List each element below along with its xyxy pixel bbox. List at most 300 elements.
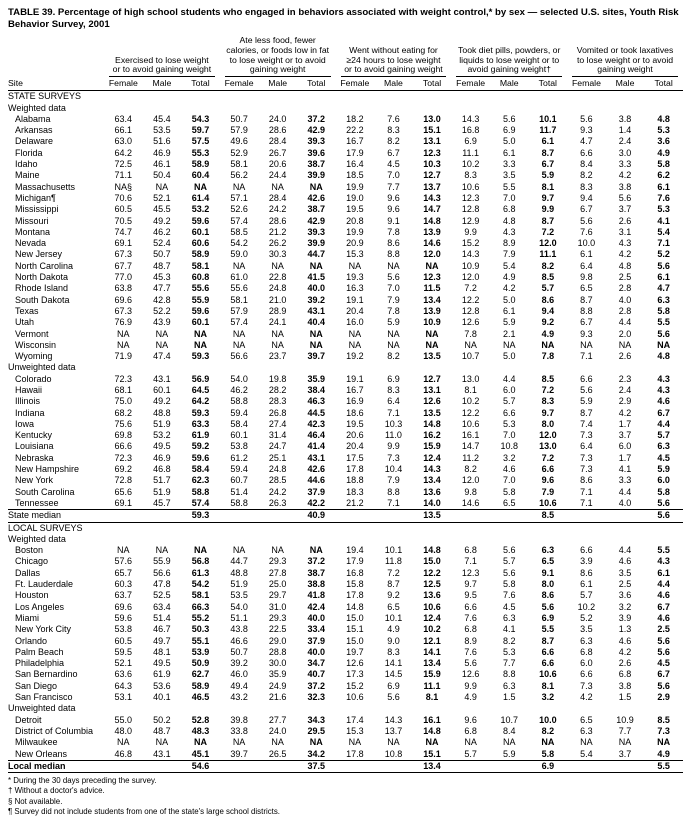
value-cell: 3.8 <box>618 113 632 124</box>
value-cell: 69.1 <box>114 497 133 508</box>
value-cell: 70.6 <box>114 192 133 203</box>
value-cell: 2.1 <box>502 328 516 339</box>
value-cell: 64.5 <box>191 385 210 395</box>
value-cell: 3.9 <box>580 556 593 567</box>
value-cell: 16.0 <box>346 317 364 328</box>
value-cell: 58.8 <box>230 497 248 508</box>
table-row <box>8 148 683 159</box>
value-cell: 7.1 <box>387 497 400 508</box>
value-cell: 9.6 <box>464 714 477 725</box>
value-cell <box>451 760 490 772</box>
table-row <box>8 464 683 475</box>
site-name: San Diego <box>15 680 58 691</box>
value-cell: 10.8 <box>384 748 403 759</box>
value-cell: 32.3 <box>307 692 326 703</box>
value-cell: 1.7 <box>618 418 632 429</box>
value-cell: 9.4 <box>580 192 593 203</box>
value-cell: 4.6 <box>657 612 670 623</box>
value-cell: 10.6 <box>539 669 557 680</box>
value-cell: 57.4 <box>191 497 210 508</box>
table-row <box>8 568 683 579</box>
value-cell: 7.3 <box>580 430 593 441</box>
value-cell: 26.3 <box>268 497 287 508</box>
value-cell: 6.6 <box>541 658 555 669</box>
value-cell: 22.5 <box>268 624 287 635</box>
site-name: Arkansas <box>15 125 53 136</box>
value-cell: 2.5 <box>618 272 632 283</box>
value-cell <box>567 760 606 772</box>
table-row <box>8 579 683 590</box>
value-cell: 5.6 <box>657 635 670 646</box>
column-group-diet-pills <box>451 36 567 77</box>
value-cell: 6.6 <box>464 601 477 612</box>
value-cell: 63.4 <box>114 113 133 124</box>
value-cell: 19.9 <box>346 181 364 192</box>
value-cell: 6.3 <box>657 441 670 452</box>
footnotes <box>8 776 683 817</box>
value-cell: 34.2 <box>307 748 326 759</box>
value-cell: NA <box>541 737 555 748</box>
value-cell: 58.1 <box>191 260 210 271</box>
column-group-label: Took diet pills, powders, or liquids to lose weight or to avoid gaining weight† <box>456 46 562 77</box>
value-cell: 12.6 <box>346 658 364 669</box>
value-cell: 19.5 <box>346 204 364 215</box>
value-cell: 15.9 <box>423 441 441 452</box>
value-cell: 46.2 <box>153 226 171 237</box>
value-cell: 6.3 <box>502 680 516 691</box>
value-cell: 9.7 <box>541 192 555 203</box>
value-cell: 60.5 <box>114 635 133 646</box>
value-cell: 5.8 <box>502 486 516 497</box>
value-cell: NA <box>232 737 246 748</box>
value-cell: 8.6 <box>387 238 400 249</box>
site-name: Milwaukee <box>15 737 58 748</box>
value-cell: 5.5 <box>502 181 516 192</box>
data-table <box>8 36 683 773</box>
value-cell: 5.8 <box>657 159 670 170</box>
value-cell: 24.9 <box>268 680 287 691</box>
value-cell: 7.0 <box>387 283 400 294</box>
value-cell: 12.8 <box>461 204 480 215</box>
value-cell: 55.1 <box>191 635 210 646</box>
value-cell: 4.5 <box>387 159 400 170</box>
value-cell: 1.7 <box>618 452 632 463</box>
value-cell: 42.6 <box>307 192 326 203</box>
table-row <box>8 590 683 601</box>
value-cell: 20.6 <box>268 159 287 170</box>
value-cell: 9.1 <box>541 567 555 578</box>
site-name: Louisiana <box>15 441 54 452</box>
value-cell: 12.5 <box>423 579 441 590</box>
table-row <box>8 374 683 385</box>
value-cell: 5.4 <box>502 260 516 271</box>
value-cell: 5.3 <box>657 204 670 215</box>
value-cell: 6.7 <box>387 147 400 158</box>
value-cell: 14.6 <box>423 238 441 249</box>
value-cell: 4.0 <box>618 497 632 508</box>
value-cell: 49.2 <box>153 396 171 407</box>
value-cell: 7.6 <box>580 226 593 237</box>
value-cell: 29.3 <box>268 612 287 623</box>
value-cell: 4.8 <box>657 113 670 124</box>
value-cell: 14.3 <box>423 192 441 203</box>
value-cell: 27.4 <box>268 418 287 429</box>
value-cell: 13.1 <box>423 385 441 395</box>
footnote: * During the 30 days preceding the survey. <box>8 776 157 786</box>
value-cell: 70.5 <box>114 215 133 226</box>
value-cell: 28.3 <box>268 396 287 407</box>
column-header-male: Male <box>143 77 182 91</box>
value-cell: 53.6 <box>153 680 171 691</box>
value-cell: NA <box>232 545 246 556</box>
column-group-label: Went without eating for ≥24 hours to lose weight or to avoid gaining weight <box>341 46 447 77</box>
value-cell: 7.8 <box>387 226 400 237</box>
value-cell: 11.1 <box>462 147 480 158</box>
value-cell: 14.8 <box>423 725 441 736</box>
value-cell: 8.2 <box>502 635 516 646</box>
site-name: Nebraska <box>15 452 54 463</box>
value-cell: 5.8 <box>502 579 516 590</box>
value-cell: 35.9 <box>307 373 326 384</box>
value-cell: 5.6 <box>657 497 670 508</box>
value-cell: 42.2 <box>307 497 326 508</box>
value-cell: 47.7 <box>153 283 171 294</box>
value-cell: 51.9 <box>230 579 248 590</box>
value-cell: 3.5 <box>502 170 516 181</box>
value-cell: 50.9 <box>191 658 210 669</box>
value-cell: 39.8 <box>230 714 248 725</box>
site-name: Massachusetts <box>15 181 76 192</box>
table-row <box>8 125 683 136</box>
value-cell: 9.6 <box>387 192 400 203</box>
value-cell: 10.6 <box>539 497 557 508</box>
value-cell: 4.2 <box>502 283 516 294</box>
value-cell: 8.9 <box>502 238 516 249</box>
value-cell: 17.8 <box>346 748 364 759</box>
value-cell: 69.6 <box>114 294 133 305</box>
value-cell: 44.7 <box>307 249 326 260</box>
value-cell: NA <box>271 260 284 271</box>
value-cell: 9.6 <box>541 475 555 486</box>
value-cell: 6.6 <box>580 669 593 680</box>
value-cell: 57.4 <box>230 215 248 226</box>
site-name: Iowa <box>15 418 35 429</box>
value-cell: 42.3 <box>307 418 326 429</box>
value-cell: 4.3 <box>657 556 670 567</box>
value-cell: 50.3 <box>191 624 210 635</box>
value-cell: 39.7 <box>230 748 248 759</box>
value-cell: 3.7 <box>618 430 632 441</box>
column-header-female: Female <box>220 77 259 91</box>
value-cell: 53.2 <box>153 430 171 441</box>
value-cell: NA <box>193 737 207 748</box>
value-cell: NA <box>464 737 477 748</box>
value-cell: 5.0 <box>502 136 516 147</box>
value-cell: 12.0 <box>461 475 480 486</box>
value-cell: 7.9 <box>541 486 555 497</box>
value-cell: 6.1 <box>657 567 670 578</box>
value-cell: 3.3 <box>618 475 632 486</box>
value-cell: 15.0 <box>346 635 364 646</box>
value-cell: 2.8 <box>618 283 632 294</box>
value-cell: 52.5 <box>153 590 171 601</box>
value-cell: 72.5 <box>114 159 133 170</box>
value-cell: 8.3 <box>387 385 400 395</box>
column-header-female: Female <box>567 77 606 91</box>
table-row <box>8 340 683 351</box>
section-label: STATE SURVEYS <box>8 91 82 102</box>
value-cell: 61.9 <box>153 669 171 680</box>
table-row <box>8 602 683 613</box>
value-cell: 31.4 <box>268 430 287 441</box>
value-cell: 14.3 <box>384 714 403 725</box>
column-header-female: Female <box>451 77 490 91</box>
value-cell: 15.2 <box>461 238 480 249</box>
value-cell: 5.5 <box>657 317 670 328</box>
value-cell: 4.6 <box>618 556 632 567</box>
value-cell: 4.3 <box>657 373 670 384</box>
value-cell: 15.1 <box>346 624 364 635</box>
value-cell: 6.5 <box>502 497 516 508</box>
value-cell: 61.3 <box>191 567 210 578</box>
column-group-ate-less <box>220 36 336 77</box>
value-cell: 20.4 <box>346 305 364 316</box>
value-cell: 6.2 <box>657 170 670 181</box>
value-cell: 14.5 <box>384 669 403 680</box>
value-cell: 15.8 <box>346 579 364 590</box>
value-cell: 12.3 <box>461 192 480 203</box>
value-cell: 53.9 <box>191 646 210 657</box>
value-cell: 42.6 <box>307 464 326 475</box>
value-cell: 13.4 <box>413 760 452 772</box>
value-cell: 12.0 <box>539 238 557 249</box>
value-cell: 10.4 <box>384 464 403 475</box>
table-row <box>8 453 683 464</box>
value-cell: 5.0 <box>502 294 516 305</box>
value-cell: 48.8 <box>230 567 248 578</box>
value-cell: 24.7 <box>268 441 287 452</box>
value-cell: 39.3 <box>307 136 326 147</box>
value-cell: 12.3 <box>423 272 441 283</box>
value-cell: 4.1 <box>502 624 516 635</box>
value-cell: 7.2 <box>541 452 555 463</box>
value-cell: 49.7 <box>153 635 171 646</box>
value-cell: 21.6 <box>268 692 287 703</box>
value-cell: 52.6 <box>230 204 248 215</box>
value-cell: 16.4 <box>346 159 364 170</box>
value-cell: 10.3 <box>384 418 403 429</box>
value-cell: 6.7 <box>541 159 555 170</box>
value-cell: 67.7 <box>114 260 133 271</box>
value-cell: NA <box>541 339 555 350</box>
site-name: North Carolina <box>15 260 74 271</box>
value-cell: 5.9 <box>387 317 400 328</box>
value-cell: 54.2 <box>230 238 248 249</box>
value-cell: 24.2 <box>268 486 287 497</box>
value-cell: 42.9 <box>307 215 326 226</box>
value-cell: 5.8 <box>657 305 670 316</box>
value-cell: 6.7 <box>580 317 593 328</box>
value-cell: NA <box>193 328 207 339</box>
report-table-page <box>8 7 683 817</box>
value-cell: 6.7 <box>657 669 670 680</box>
value-cell: 8.0 <box>541 418 555 429</box>
value-cell: 39.6 <box>307 147 326 158</box>
value-cell: 50.7 <box>153 249 171 260</box>
value-cell: 72.3 <box>114 373 133 384</box>
value-cell: 8.2 <box>387 351 400 362</box>
value-cell: NA <box>348 737 362 748</box>
value-cell: 20.6 <box>346 430 364 441</box>
value-cell: 5.3 <box>657 125 670 136</box>
value-cell: 16.1 <box>423 714 441 725</box>
value-cell: 7.3 <box>657 725 670 736</box>
site-name: Hawaii <box>15 385 43 395</box>
value-cell: 59.7 <box>191 125 210 136</box>
value-cell: 58.1 <box>191 590 210 601</box>
value-cell: 8.1 <box>425 692 439 703</box>
site-name: Kentucky <box>15 430 53 441</box>
table-row <box>8 430 683 441</box>
value-cell: 62.3 <box>191 475 210 486</box>
value-cell: 59.3 <box>181 510 220 522</box>
table-row <box>8 385 683 396</box>
value-cell: 13.7 <box>423 181 441 192</box>
value-cell: 41.4 <box>307 441 326 452</box>
value-cell: 6.5 <box>580 283 593 294</box>
value-cell: 8.3 <box>464 170 477 181</box>
value-cell: 75.6 <box>114 418 133 429</box>
value-cell: 15.0 <box>346 612 364 623</box>
column-group-label: Ate less food, fewer calories, or foods low in fat to lose weight or to avoid gaining weight <box>225 36 331 77</box>
value-cell: 46.6 <box>230 635 248 646</box>
value-cell: NA <box>117 737 130 748</box>
site-name: Tennessee <box>15 497 59 508</box>
value-cell: 10.2 <box>577 601 596 612</box>
value-cell: 10.8 <box>500 441 518 452</box>
value-cell: 5.7 <box>580 590 593 601</box>
table-row <box>8 636 683 647</box>
value-cell: 52.9 <box>230 147 248 158</box>
value-cell: 6.1 <box>657 272 670 283</box>
value-cell: NA <box>155 339 169 350</box>
value-cell: 53.5 <box>153 125 171 136</box>
site-name: Delaware <box>15 136 54 147</box>
value-cell: 8.5 <box>657 714 670 725</box>
subsection-row <box>8 103 683 114</box>
value-cell: NA <box>618 737 632 748</box>
value-cell: 40.0 <box>307 646 326 657</box>
value-cell: 12.6 <box>423 396 441 407</box>
table-row <box>8 749 683 761</box>
value-cell: 5.2 <box>580 612 593 623</box>
value-cell: 71.1 <box>114 170 133 181</box>
value-cell: 5.4 <box>657 226 670 237</box>
value-cell: 11.0 <box>385 430 402 441</box>
value-cell: 13.4 <box>423 475 441 486</box>
column-group-label: Vomited or took laxatives to lose weight or to avoid gaining weight <box>572 46 678 77</box>
value-cell <box>220 760 259 772</box>
value-cell: 4.9 <box>464 692 477 703</box>
value-cell: 6.6 <box>580 545 593 556</box>
value-cell: 28.4 <box>268 192 287 203</box>
value-cell: 57.5 <box>191 136 210 147</box>
value-cell: 61.4 <box>191 192 210 203</box>
value-cell <box>143 510 182 522</box>
value-cell: 5.6 <box>502 567 516 578</box>
value-cell: 5.6 <box>657 680 670 691</box>
value-cell: 57.9 <box>230 125 248 136</box>
value-cell: 72.3 <box>114 452 133 463</box>
value-cell: 45.1 <box>191 748 210 759</box>
site-name: San Bernardino <box>15 669 78 680</box>
value-cell: 10.6 <box>461 181 480 192</box>
value-cell: 39.2 <box>307 294 326 305</box>
value-cell: 28.8 <box>268 646 287 657</box>
value-cell: 13.6 <box>423 486 441 497</box>
value-cell: 9.9 <box>387 441 400 452</box>
value-cell: 55.6 <box>230 283 248 294</box>
site-name: San Francisco <box>15 692 73 703</box>
value-cell <box>258 760 297 772</box>
value-cell: 13.4 <box>423 294 441 305</box>
value-cell: 20.8 <box>346 215 364 226</box>
value-cell: 67.3 <box>114 305 133 316</box>
value-cell: 5.6 <box>464 658 477 669</box>
value-cell: 13.5 <box>413 510 452 522</box>
value-cell: 51.1 <box>230 612 248 623</box>
value-cell: 5.7 <box>502 396 516 407</box>
value-cell: 6.9 <box>464 136 477 147</box>
column-group-label: Exercised to lose weight or to avoid gaining weight <box>109 56 215 78</box>
value-cell: 6.8 <box>502 204 516 215</box>
value-cell: 10.0 <box>577 238 596 249</box>
value-cell: 40.0 <box>307 283 326 294</box>
value-cell <box>336 760 375 772</box>
subsection-row <box>8 534 683 545</box>
value-cell: 48.7 <box>153 260 171 271</box>
value-cell: 46.3 <box>307 396 326 407</box>
value-cell: 6.4 <box>580 441 593 452</box>
value-cell: 10.6 <box>461 418 480 429</box>
value-cell: 22.8 <box>268 272 287 283</box>
site-name: North Dakota <box>15 272 69 283</box>
value-cell: 55.9 <box>153 556 171 567</box>
section-row <box>8 91 683 103</box>
site-name: New York City <box>15 624 72 635</box>
value-cell: 8.3 <box>580 181 593 192</box>
value-cell: 39.9 <box>307 170 326 181</box>
value-cell: 5.6 <box>618 192 632 203</box>
value-cell: 42.4 <box>307 601 326 612</box>
value-cell: 3.5 <box>618 567 632 578</box>
value-cell: 38.7 <box>307 159 326 170</box>
footnote: § Not available. <box>8 796 63 806</box>
value-cell: 3.8 <box>618 680 632 691</box>
value-cell: 5.5 <box>644 760 683 772</box>
value-cell: 30.3 <box>268 249 287 260</box>
value-cell: 9.2 <box>387 590 400 601</box>
value-cell: NA <box>657 339 671 350</box>
value-cell: 20.4 <box>346 441 364 452</box>
value-cell: 11.2 <box>462 452 480 463</box>
value-cell: 61.9 <box>191 430 210 441</box>
value-cell: 14.1 <box>384 658 403 669</box>
value-cell: 41.8 <box>307 590 326 601</box>
value-cell: 60.1 <box>191 226 210 237</box>
value-cell: 10.7 <box>500 714 518 725</box>
value-cell: 3.2 <box>541 692 555 703</box>
